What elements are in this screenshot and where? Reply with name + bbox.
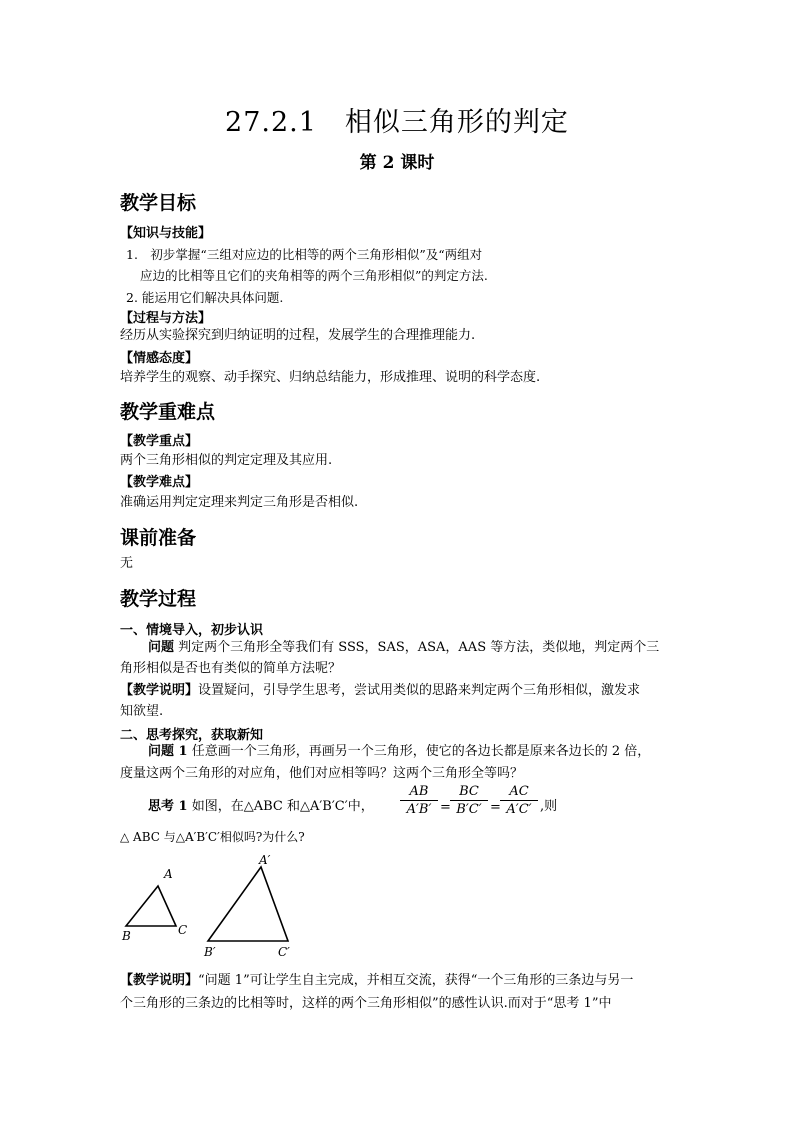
- fraction-ac-numerator: AC: [500, 784, 538, 801]
- note-1-line-2: 知欲望.: [120, 704, 164, 719]
- section-2-heading: 二、思考探究，获取新知: [120, 728, 264, 743]
- triangle-abc: [126, 886, 176, 926]
- focus-label: 【教学重点】: [120, 434, 199, 449]
- label-a-prime: A′: [259, 853, 271, 867]
- question-label: 问题: [148, 640, 175, 655]
- section-1-heading: 一、情境导入，初步认识: [120, 623, 264, 638]
- label-c-prime: C′: [278, 945, 290, 959]
- note-1-text-1: 设置疑问，引导学生思考，尝试用类似的思路来判定两个三角形相似，激发求: [198, 683, 641, 698]
- note-2-line-1: [120, 970, 633, 992]
- fraction-ac: [500, 784, 538, 817]
- difficulty-text: 准确运用判定定理来判定三角形是否相似.: [120, 495, 359, 510]
- label-b-prime: B′: [204, 945, 216, 959]
- fraction-ab-denominator: A′B′: [406, 802, 432, 817]
- process-heading: 教学过程: [120, 588, 197, 610]
- triangle-a2b2c2: [208, 867, 288, 941]
- think-1-text: 如图，在△ABC 和△A′B′C′中，: [187, 799, 374, 814]
- think-1-label: 思考 1: [148, 799, 188, 814]
- fraction-ac-denominator: A′C′: [506, 802, 532, 817]
- goal-item-2: 2. 能运用它们解决具体问题.: [126, 290, 284, 305]
- page-title: 27.2.1 相似三角形的判定: [225, 107, 569, 138]
- question-line-2: 角形相似是否也有类似的简单方法呢？: [120, 661, 342, 676]
- goal-item-1: 1. 初步掌握“三组对应边的比相等的两个三角形相似”及“两组对: [126, 247, 483, 262]
- similar-triangles-figure: [116, 850, 316, 960]
- knowledge-label: 【知识与技能】: [120, 226, 212, 241]
- attitude-label: 【情感态度】: [120, 351, 199, 366]
- think-1-line-1: [148, 796, 374, 818]
- question-line-1: [148, 637, 659, 659]
- goals-heading: 教学目标: [120, 192, 197, 214]
- think-1-tail: ,则: [540, 799, 558, 814]
- prep-heading: 课前准备: [120, 527, 197, 549]
- goal-item-1-cont: 应边的比相等且它们的夹角相等的两个三角形相似”的判定方法.: [140, 268, 488, 283]
- fraction-bc-numerator: BC: [450, 784, 488, 801]
- focus-text: 两个三角形相似的判定定理及其应用.: [120, 453, 333, 468]
- label-c: C: [178, 923, 188, 937]
- difficulty-label: 【教学难点】: [120, 475, 199, 490]
- label-b: B: [122, 929, 131, 943]
- problem-1-line-2: 度量这两个三角形的对应角，他们对应相等吗？这两个三角形全等吗？: [120, 766, 524, 781]
- attitude-text: 培养学生的观察、动手探究、归纳总结能力，形成推理、说明的科学态度.: [120, 370, 541, 385]
- problem-1-line-1: [148, 741, 650, 763]
- equals-sign-2: =: [490, 800, 501, 815]
- process-method-text: 经历从实验探究到归纳证明的过程，发展学生的合理推理能力.: [120, 328, 476, 343]
- fraction-ab: [400, 784, 438, 817]
- note-2-text-1: “问题 1”可让学生自主完成，并相互交流，获得“一个三角形的三条边与另一: [198, 973, 634, 988]
- note-2-line-2: 个三角形的三条边的比相等时，这样的两个三角形相似”的感性认识.而对于“思考 1”中: [120, 996, 612, 1011]
- fraction-ab-numerator: AB: [400, 784, 438, 801]
- note-2-label: 【教学说明】: [120, 973, 199, 988]
- label-a: A: [164, 867, 173, 881]
- question-text-1: 判定两个三角形全等我们有 SSS，SAS，ASA，AAS 等方法，类似地，判定两个三: [174, 640, 660, 655]
- prep-text: 无: [120, 556, 134, 571]
- problem-1-label: 问题 1: [148, 744, 188, 759]
- keypoints-heading: 教学重难点: [120, 401, 216, 423]
- problem-1-text-1: 任意画一个三角形，再画另一个三角形，使它的各边长都是原来各边长的 2 倍，: [187, 744, 651, 759]
- page-subtitle: 第 2 课时: [359, 153, 435, 173]
- think-1-line-2: △ ABC 与△A′B′C′相似吗?为什么?: [120, 830, 305, 844]
- note-1-line-1: [120, 680, 640, 702]
- fraction-bc: [450, 784, 488, 817]
- process-method-label: 【过程与方法】: [120, 311, 212, 326]
- fraction-bc-denominator: B′C′: [456, 802, 482, 817]
- note-1-label: 【教学说明】: [120, 683, 199, 698]
- equals-sign-1: =: [440, 800, 451, 815]
